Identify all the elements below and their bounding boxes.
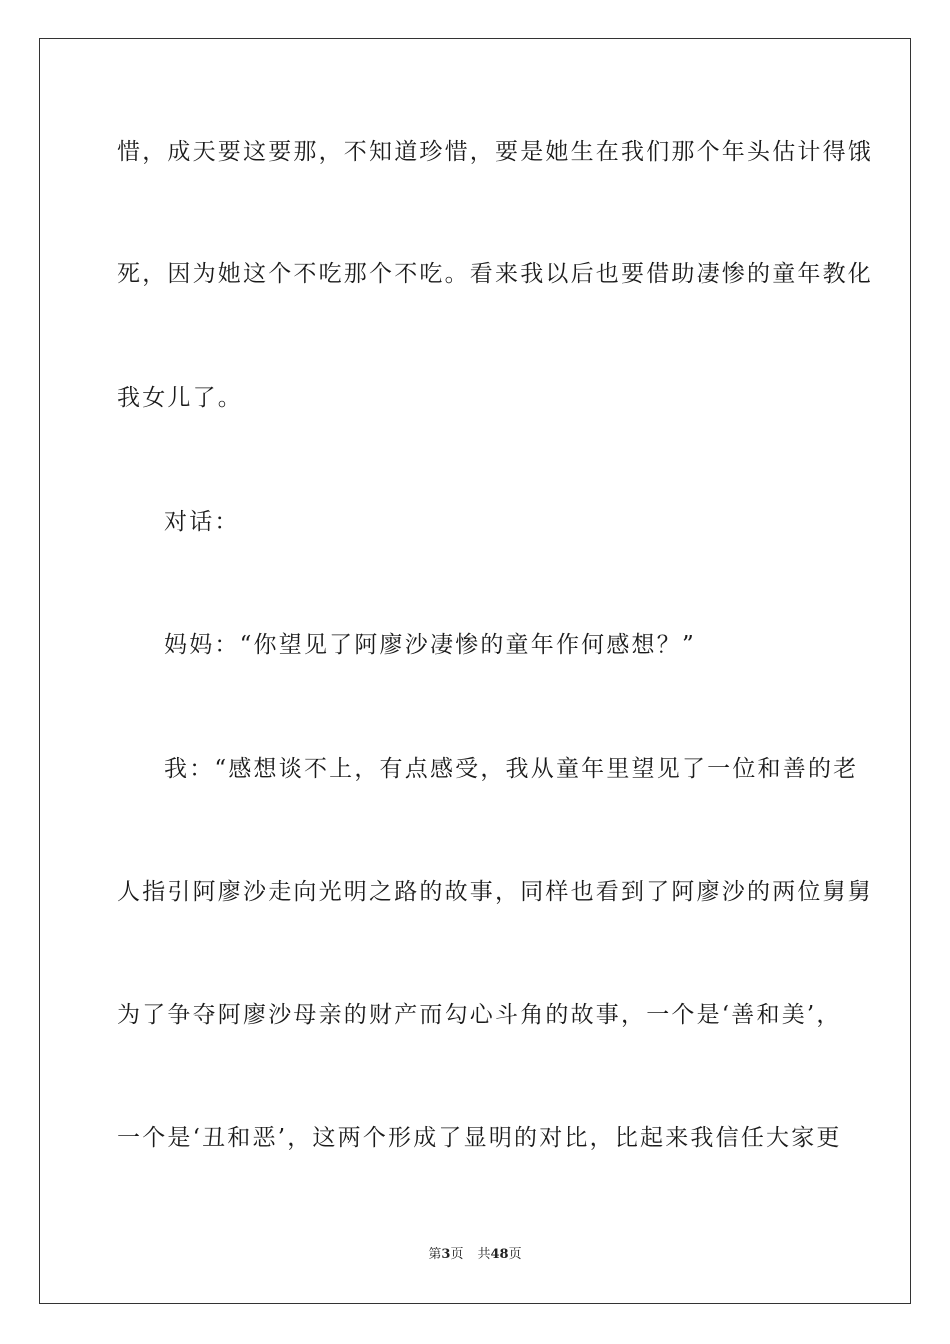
text-line-5: 妈妈：“你望见了阿廖沙凄惨的童年作何感想？” (164, 632, 696, 658)
footer-page-number: 3 (441, 1247, 451, 1262)
text-line-4: 对话： (164, 509, 240, 535)
page-border (39, 38, 911, 1304)
text-line-2: 死，因为她这个不吃那个不吃。看来我以后也要借助凄惨的童年教化 (117, 261, 873, 287)
footer-page-suffix: 页 (450, 1247, 464, 1262)
footer-total-prefix: 共 (477, 1247, 491, 1262)
text-line-6: 我：“感想谈不上，有点感受，我从童年里望见了一位和善的老 (164, 756, 859, 782)
text-line-9: 一个是‘丑和恶’，这两个形成了显明的对比，比起来我信任大家更 (117, 1125, 842, 1151)
footer-total-suffix: 页 (508, 1247, 522, 1262)
text-line-8: 为了争夺阿廖沙母亲的财产而勾心斗角的故事，一个是‘善和美’， (117, 1002, 842, 1028)
footer-total-number: 48 (490, 1247, 509, 1262)
text-line-7: 人指引阿廖沙走向光明之路的故事，同样也看到了阿廖沙的两位舅舅 (117, 879, 873, 905)
footer-page-prefix: 第 (428, 1247, 442, 1262)
text-line-3: 我女儿了。 (117, 385, 243, 411)
page-footer (0, 1246, 950, 1264)
text-line-1: 惜，成天要这要那，不知道珍惜，要是她生在我们那个年头估计得饿 (117, 139, 873, 165)
